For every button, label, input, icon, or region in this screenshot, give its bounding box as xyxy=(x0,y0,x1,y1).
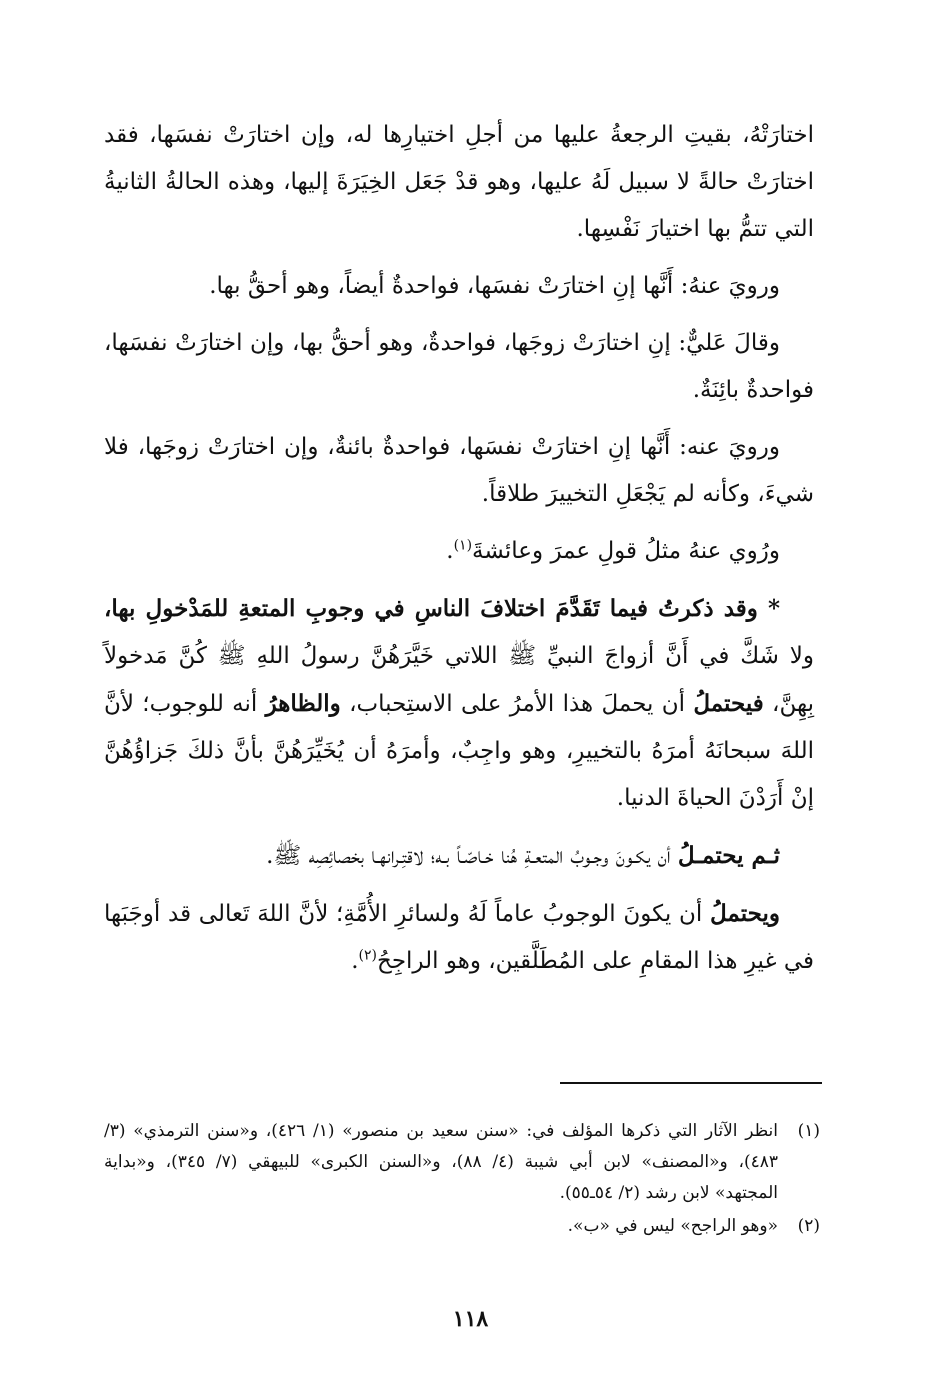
paragraph-text-3: أنه للوجوب؛ لأنَّ اللهَ سبحانَهُ أمرَهُ بالتخييرِ، وهو واجِبٌ، وأمرَهُ أن يُخَيِّرَهُنَّ بأنَّ ذلكَ جَزاؤُهُنَّ إنْ أَرَدْنَ الحياةَ الدنيا. xyxy=(104,691,814,811)
paragraph-1 xyxy=(104,112,814,253)
paragraph-4 xyxy=(104,424,814,518)
paragraph-text: ورويَ عنه: أَنَّها إنِ اختارَتْ نفسَها، فواحدةٌ بائنةٌ، وإن اختارَتْ زوجَها، فلا شيءَ، وكأنه لم يَجْعَلِ التخييرَ طلاقاً. xyxy=(104,434,814,507)
paragraph-text: أن يكونَ الوجوبُ عاماً لَهُ ولسائرِ الأُمَّةِ؛ لأنَّ اللهَ تَعالى قد أوجَبَها في غيرِ هذا المقامِ على المُطَلَّقين، وهو الراجِحُ xyxy=(104,901,814,974)
page-body xyxy=(104,112,814,995)
footnote-number: (٢) xyxy=(797,1216,820,1236)
footnote-ref-2[interactable]: (٢) xyxy=(358,947,377,964)
paragraph-end: . xyxy=(446,538,454,564)
paragraph-text: ورُوي عنهُ مثلُ قولِ عمرَ وعائشةَ xyxy=(472,538,780,564)
paragraph-text-2: أن يحملَ هذا الأمرُ على الاستِحباب، xyxy=(340,691,694,717)
paragraph-text: اختارَتْهُ، بقيتِ الرجعةُ عليها من أجلِ اختيارِها له، وإن اختارَتْ نفسَها، فقد اختارَتْ حالةً لا سبيل لَهُ عليها، وهو قدْ جَعَل الخِيَرَةَ إليها، وهذه الحالةُ الثانيةُ التي تتمُّ بها اختيارَ نَفْسِها. xyxy=(104,122,814,242)
paragraph-8 xyxy=(104,890,814,985)
paragraph-text: وقالَ عَليٌّ: إنِ اختارَتْ زوجَها، فواحدةٌ، وهو أحقُّ بها، وإن اختارَتْ نفسَها، فواحدةٌ بائِنَةٌ. xyxy=(104,330,814,403)
footnote-ref-1[interactable]: (١) xyxy=(453,537,473,554)
footnote-number: (١) xyxy=(797,1121,820,1141)
paragraph-6 xyxy=(104,585,814,822)
footnote-text: انظر الآثار التي ذكرها المؤلف في: «سنن سعيد بن منصور» (١/ ٤٢٦)، و«سنن الترمذي» (٣/ ٤٨٣)، و«المصنف» لابن أبي شيبة (٤/ ٨٨)، و«السنن الكبرى» للبيهقي (٧/ ٣٤٥)، و«بداية المجتهد» لابن رشد (٢/ ٥٤ـ٥٥). xyxy=(104,1121,779,1203)
footnote-text: «وهو الراجح» ليس في «ب». xyxy=(567,1216,778,1236)
footnote-2 xyxy=(104,1211,820,1242)
page-number: ١١٨ xyxy=(452,1306,489,1332)
footnotes xyxy=(104,1116,820,1244)
paragraph-3 xyxy=(104,320,814,414)
paragraph-lead: ثـم يحتمـلُ xyxy=(677,842,780,869)
paragraph-lead: ويحتملُ xyxy=(709,900,780,927)
paragraph-text: ورويَ عنهُ: أَنَّها إنِ اختارَتْ نفسَها، فواحدةٌ أيضاً، وهو أحقُّ بها. xyxy=(209,273,780,299)
paragraph-text: ولا شَكَّ في أَنَّ أزواجَ النبيِّ ﷺ اللاتي خَيَّرَهُنَّ رسولُ اللهِ ﷺ كُنَّ مَدخولاً بِهِنَّ، xyxy=(104,643,814,717)
paragraph-text: أن يكـونَ وجـوبُ المتعـةِ هُنا خـاصّـاً بـه؛ لاقتِـرانهـا بخصائِصِه ﷺ. xyxy=(266,843,678,869)
paragraph-lead-3: والظاهرُ xyxy=(265,690,341,717)
paragraph-7 xyxy=(104,832,814,880)
paragraph-end: . xyxy=(351,948,359,974)
paragraph-lead-2: فيحتملُ xyxy=(693,690,764,717)
paragraph-5 xyxy=(104,528,814,575)
paragraph-lead: * وقد ذكرتُ فيما تَقَدَّمَ اختلافَ الناسِ في وجوبِ المتعةِ للمَدْخولِ بها، xyxy=(104,595,780,622)
footnote-separator xyxy=(560,1082,822,1084)
paragraph-2 xyxy=(104,263,814,310)
footnote-1 xyxy=(104,1116,820,1209)
